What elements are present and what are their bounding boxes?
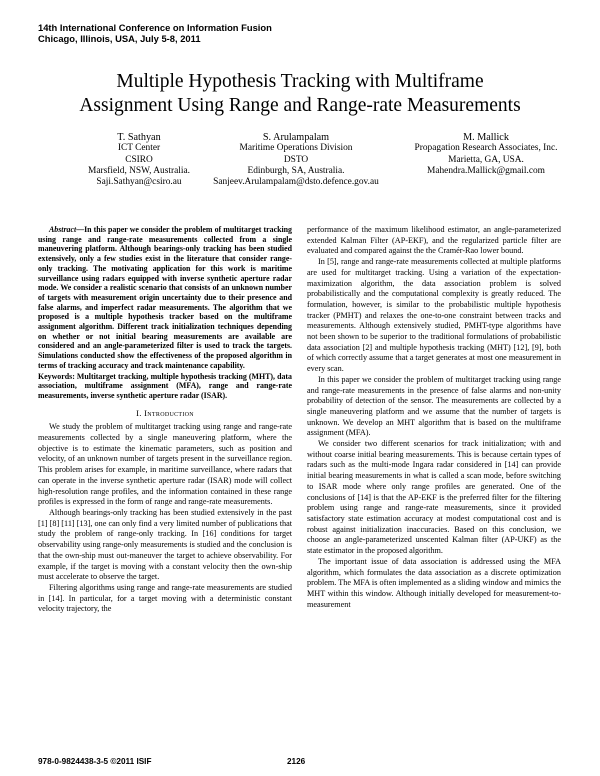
- paper-title: [40, 70, 560, 118]
- paragraph: We consider two different scenarios for track initialization; with and without coarse initial bearing measurements. This is because certain types of radars such as the multi-mode Ingara radar considered in [14] can provide initial bearing measurements in what is called a scan mode, before switching to ISAR mode where only range profiles are generated. One of the conclusions of [14] is that the AP-EKF is the preferred filter for the filtering problem using range and range-rate measurements, since it provided satisfactory state estimation accuracy at modest computational cost and is robust against initialization inaccuracies. Based on this conclusion, we choose an angle-parameterized unscented Kalman filter (AP-UKF) as the state estimator in the proposed algorithm.: [307, 439, 561, 556]
- author-2: [205, 132, 387, 188]
- page-number: 2126: [287, 757, 306, 766]
- section-heading: [38, 408, 292, 419]
- right-column: [307, 225, 561, 610]
- keywords-text: Multitarget tracking, multiple hypothesis tracking (MHT), data association, multiframe assignment (MFA), range and range-rate measurements, inverse synthetic aperture radar (ISAR).: [38, 371, 292, 400]
- author-name: T. Sathyan: [117, 132, 161, 143]
- footer-isbn: 978-0-9824438-3-5 ©2011 ISIF: [38, 757, 152, 766]
- keywords: [38, 372, 292, 401]
- abstract-text: —In this paper we consider the problem of multitarget tracking using range and range-rate measurements collected from a single maneuvering platform. Although bearings-only tracking has been studied extensively, only a few studies exist in the literature that consider range-only tracking. The motivating application for this work is maritime surveillance using radars equipped with inverse synthetic aperture radar mode. We consider a realistic scenario that consists of an unknown number of targets with measurement origin uncertainty due to their presence and false alarms, and imperfect radar measurements. The algorithm that we proposed is a multiple hypothesis tracker based on the multiframe assignment algorithm. Different track initialization techniques depending on whether or not initial bearing measurements are available are considered and an angle-parameterized filter is used to track the targets. Simulations conducted show the effectiveness of the proposed algorithm in terms of tracking accuracy and track maintenance capability.: [38, 225, 292, 370]
- author-email: Saji.Sathyan@csiro.au: [96, 177, 182, 188]
- author-affiliation: Propagation Research Associates, Inc.: [414, 143, 558, 154]
- author-1: [80, 132, 198, 188]
- paragraph: We study the problem of multitarget tracking using range and range-rate measurements collected by a single maneuvering platform, where the objective is to estimate the kinematic parameters, such as position and velocity, of an unknown number of targets present in the surveillance region. This problem arises for example, in maritime surveillance, where radars that can operate in the inverse synthetic aperture radar (ISAR) mode will collect high-resolution range profiles, and the information contained in these range profiles is expressed in the form of range and range-rate measurements.: [38, 422, 292, 507]
- author-location: Marsfield, NSW, Australia.: [88, 165, 190, 176]
- paragraph: In this paper we consider the problem of multitarget tracking using range and range-rate measurements in the presence of false alarms and non-unity probability of detection of the sensor. The measurements are collected by a single maneuvering platform and we assume that the number of targets is unknown. We develop an MHT algorithm that is based on the multiframe assignment (MFA).: [307, 374, 561, 438]
- paragraph: In [5], range and range-rate measurements collected at multiple platforms are used for multitarget tracking. Using a variation of the expectation-maximization algorithm, the data association problem is solved probabilistically and the computational complexity is greatly reduced. The formulation, however, is similar to the probabilistic multiple hypothesis tracker (PMHT) and relaxes the one-to-one constraint between tracks and measurements. Although extensively studied, PMHT-type algorithms have not been shown to be superior to the traditional formulations of probabilistic data association [2] and multiple hypothesis tracking (MHT) [12], [9], both of which correctly assume that a target generates at most one measurement in every scan.: [307, 257, 561, 374]
- abstract: [38, 225, 292, 371]
- author-name: S. Arulampalam: [262, 132, 330, 143]
- author-location: Marietta, GA, USA.: [448, 154, 524, 165]
- author-3: [400, 132, 572, 177]
- section-title: Introduction: [144, 407, 194, 418]
- conference-location: Chicago, Illinois, USA, July 5-8, 2011: [38, 33, 201, 44]
- paper-title-line1: Multiple Hypothesis Tracking with Multiframe: [116, 71, 484, 92]
- paragraph: performance of the maximum likelihood estimator, an angle-parameterized extended Kalman Filter (AP-EKF), and the regularized particle filter are evaluated and compared against the the Cramér-Rao lower bound.: [307, 225, 561, 256]
- conference-header: [38, 22, 272, 44]
- left-column: [38, 225, 292, 615]
- author-affiliation: Maritime Operations Division: [239, 143, 353, 154]
- paragraph: Filtering algorithms using range and range-rate measurements are studied in [14]. In particular, for a target moving with a deterministic constant velocity trajectory, the: [38, 582, 292, 614]
- author-name: M. Mallick: [463, 132, 509, 143]
- author-organization: DSTO: [283, 154, 309, 165]
- conference-name: 14th International Conference on Information Fusion: [38, 22, 272, 33]
- abstract-label: Abstract: [49, 225, 77, 234]
- author-affiliation: ICT Center: [117, 143, 161, 154]
- author-email: Sanjeev.Arulampalam@dsto.defence.gov.au: [213, 177, 379, 188]
- paragraph: Although bearings-only tracking has been studied extensively in the past [1] [8] [11] [13], one can only find a very limited number of publications that study the problem of range-only tracking. In [16] conditions for target observability using range-only measurements is studied and the conclusion is that the own-ship must out-maneuver the target to achieve observability. For example, if the target is moving with a constant velocity then the own-ship must accelerate to observe the target.: [38, 507, 292, 582]
- keywords-label: Keywords:: [38, 371, 75, 381]
- author-location: Edinburgh, SA, Australia.: [247, 165, 345, 176]
- paper-title-line2: Assignment Using Range and Range-rate Measurements: [79, 95, 521, 116]
- author-organization: CSIRO: [125, 154, 153, 165]
- paragraph: The important issue of data association is addressed using the MFA algorithm, which formulates the data association as a discrete optimization problem. The MFA is often implemented as a sliding window and mimics the MHT within this window. Although initially developed for measurement-to-measurement: [307, 556, 561, 609]
- author-email: Mahendra.Mallick@gmail.com: [427, 165, 545, 176]
- section-number: I.: [136, 407, 142, 418]
